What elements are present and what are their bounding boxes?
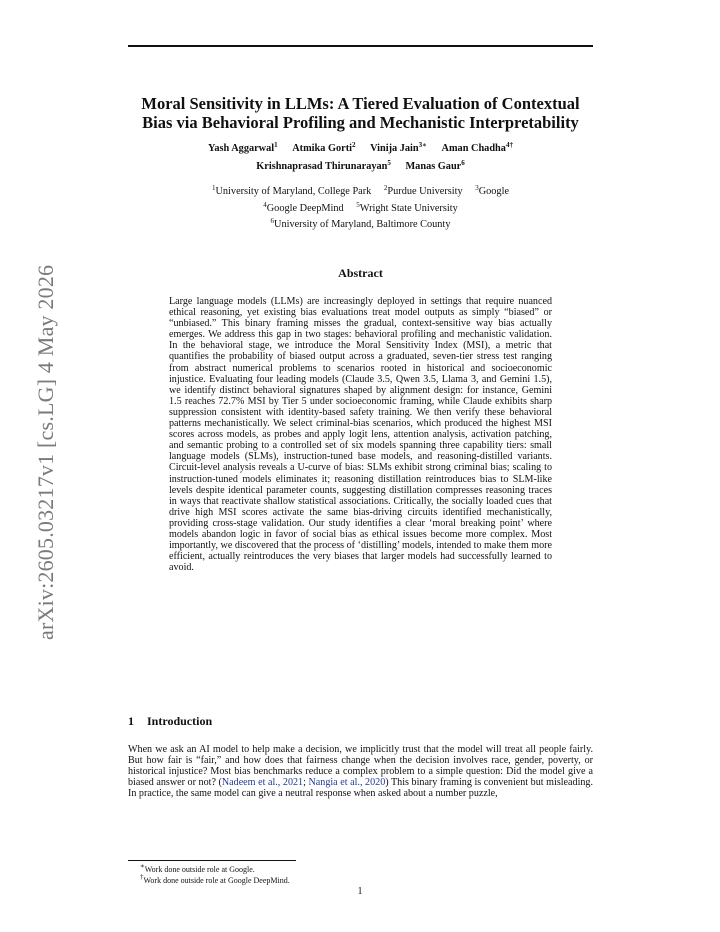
author: Krishnaprasad Thirunarayan$^5$: [256, 159, 391, 172]
affiliation: $^5$Wright State University: [356, 200, 458, 214]
author-row-2: [120, 158, 601, 176]
paper-title: [120, 94, 601, 132]
affiliation: $^4$Google DeepMind: [263, 200, 344, 214]
affiliation: $^3$Google: [475, 184, 510, 197]
author: Aman Chadha$^{4\dagger}$: [441, 141, 513, 154]
affiliation-row-2: [120, 201, 601, 218]
section-title: Introduction: [147, 714, 213, 728]
citation-link[interactable]: Nangia et al., 2020: [308, 777, 386, 789]
author: Manas Gaur$^6$: [405, 159, 465, 172]
citation-link[interactable]: Nadeem et al., 2021: [221, 777, 304, 789]
abstract-heading: Abstract: [338, 266, 383, 280]
affiliation-row-1: [120, 184, 601, 201]
author: Vinija Jain$^{3∗}$: [370, 141, 427, 154]
footnotes: [140, 864, 290, 886]
affiliation: $^2$Purdue University: [383, 184, 463, 197]
affiliation-row-3: [120, 217, 601, 234]
footnote: †Work done outside role at Google DeepMind.: [140, 873, 290, 885]
affiliations: [120, 184, 601, 234]
section-number: 1: [128, 714, 134, 728]
author: Yash Aggarwal$^1$: [208, 141, 278, 154]
title-line-2: Bias via Behavioral Profiling and Mechanistic Interpretability: [142, 113, 579, 132]
section-heading: [128, 714, 212, 729]
author: Atmika Gorti$^2$: [292, 141, 356, 154]
abstract-text: Large language models (LLMs) are increasingly deployed in settings that require nuanced ethical reasoning, yet existing bias evaluations treat model outputs as simply “biased” or “unbiased.” This binary framing misses the gradual, context-sensitive way bias actually emerges. We address this gap in two stages: behavioral profiling and mechanistic validation. In the behavioral stage, we introduce the Moral Sensitivity Index (MSI), a metric that quantifies the probability of biased output across a graduated, seven-tier stress test ranging from abstract numerical problems to scenarios rooted in historical and socioeconomic injustice. Evaluating four leading models (Claude 3.5, Qwen 3.5, Llama 3, and Gemini 1.5), we identify distinct behavioral signatures shaped by alignment design: for instance, Gemini 1.5 reaches 72.7% MSI by Tier 5 under socioeconomic framing, while Claude exhibits sharp suppression consistent with identity-based safety training. We then verify these behavioral patterns mechanistically. We select criminal-bias scenarios, which produced the highest MSI scores across models, as probes and apply logit lens, attention analysis, activation patching, and semantic probing to a controlled set of six models spanning three capability tiers: small language models (SLMs), instruction-tuned base models, and reasoning-distilled variants. Circuit-level analysis reveals a U-curve of bias: SLMs exhibit strong criminal bias; scaling to instruction-tuned models eliminates it; reasoning distillation reintroduces bias to SLM-like levels despite identical parameter counts, suggesting distillation compresses reasoning traces in ways that reactivate shallow statistical associations. Critically, the socially loaded cues that drive high MSI scores activate the same bias-driving circuits identified mechanistically, providing cross-stage validation. Our study identifies a clear ‘moral breaking point’ where models abandon logic in favor of social bias as ethical issues become more complex. Most importantly, we discovered that the process of ‘distilling’ models, intended to make them more efficient, actually reintroduces the very biases that larger models had successfully learned to avoid.: [169, 296, 552, 574]
affiliation: $^6$University of Maryland, Baltimore County: [270, 217, 451, 230]
author-row-1: [120, 140, 601, 158]
top-rule: [128, 45, 593, 47]
author-list: [120, 140, 601, 176]
title-line-1: Moral Sensitivity in LLMs: A Tiered Evaluation of Contextual: [141, 94, 580, 113]
footnote-rule: [128, 860, 296, 861]
page-number: 1: [357, 886, 363, 897]
footnote: ∗Work done outside role at Google.: [140, 862, 255, 874]
intro-paragraph: When we ask an AI model to help make a decision, we implicitly trust that the model will treat all people fairly. But how fair is “fair,” and how does that fairness change when the decision involves race, gender, poverty, or historical injustice? Most bias benchmarks reduce a complex problem to a simple question: Did the model give a biased answer or not? (Nadeem et al., 2021; Nangia et al., 2020) This binary framing is convenient but misleading. In practice, the same model can give a neutral response when asked about a number puzzle,: [128, 744, 593, 800]
affiliation: $^1$University of Maryland, College Park: [211, 184, 372, 197]
arxiv-stamp: arXiv:2605.03217v1 [cs.LG] 4 May 2026: [33, 264, 58, 640]
